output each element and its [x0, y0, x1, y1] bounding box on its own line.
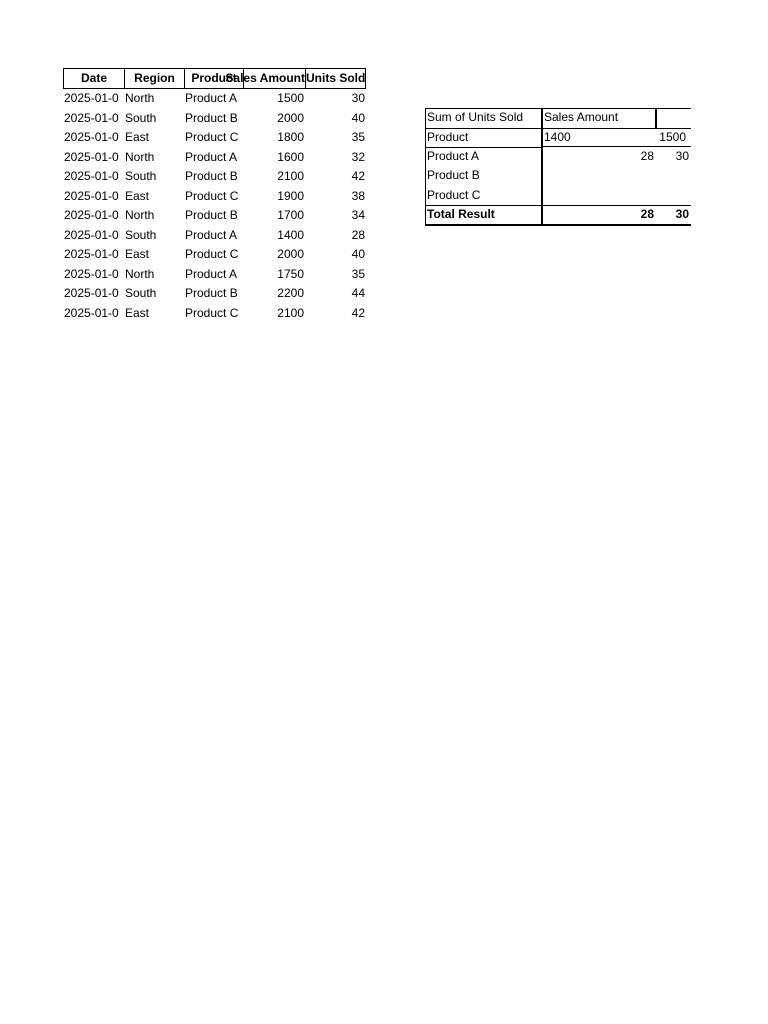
cell-product[interactable]: Product A — [185, 266, 238, 281]
cell-sales-amount[interactable]: 1500 — [277, 91, 304, 105]
cell-product[interactable]: Product B — [185, 208, 238, 222]
pivot-value-cell[interactable] — [657, 186, 690, 205]
cell-date[interactable]: 2025-01-0 — [64, 247, 119, 261]
pivot-row-label[interactable]: Product B — [427, 168, 480, 183]
header-units-sold[interactable]: Units Sold — [305, 68, 366, 89]
cell-units-sold[interactable]: 30 — [351, 91, 365, 105]
cell-units-sold[interactable]: 40 — [351, 110, 365, 125]
cell-sales-amount[interactable]: 1600 — [277, 149, 304, 164]
cell-sales-amount[interactable]: 1700 — [277, 208, 304, 222]
cell-date[interactable]: 2025-01-0 — [64, 208, 119, 222]
cell-units-sold[interactable]: 35 — [351, 266, 365, 281]
cell-units-sold[interactable]: 42 — [351, 305, 365, 320]
header-region[interactable]: Region — [124, 68, 185, 89]
cell-units-sold[interactable]: 28 — [351, 227, 365, 242]
cell-region[interactable]: South — [125, 169, 157, 183]
header-sales-amount[interactable]: Sales Amount — [243, 68, 306, 89]
cell-units-sold[interactable]: 34 — [351, 208, 365, 222]
pivot-row-field[interactable]: Product — [427, 130, 469, 144]
cell-region[interactable]: South — [125, 227, 157, 242]
cell-date[interactable]: 2025-01-0 — [64, 305, 119, 320]
pivot-value-cell[interactable] — [543, 186, 656, 205]
cell-sales-amount[interactable]: 2200 — [277, 286, 304, 300]
cell-region[interactable]: South — [125, 286, 157, 300]
cell-sales-amount[interactable]: 1400 — [277, 227, 304, 242]
pivot-value-cell[interactable]: 28 — [640, 149, 654, 163]
cell-product[interactable]: Product B — [185, 169, 238, 183]
cell-date[interactable]: 2025-01-0 — [64, 286, 119, 300]
header-date[interactable]: Date — [63, 68, 125, 89]
cell-date[interactable]: 2025-01-0 — [64, 149, 119, 164]
cell-sales-amount[interactable]: 2100 — [277, 169, 304, 183]
cell-product[interactable]: Product A — [185, 149, 238, 164]
pivot-column-value-1400[interactable]: 1400 — [544, 130, 571, 144]
cell-units-sold[interactable]: 38 — [351, 188, 365, 203]
cell-region[interactable]: North — [125, 266, 155, 281]
cell-date[interactable]: 2025-01-0 — [64, 169, 119, 183]
cell-date[interactable]: 2025-01-0 — [64, 188, 119, 203]
cell-units-sold[interactable]: 42 — [351, 169, 365, 183]
pivot-total-label[interactable]: Total Result — [427, 207, 495, 221]
cell-units-sold[interactable]: 44 — [351, 286, 365, 300]
cell-region[interactable]: North — [125, 91, 155, 105]
cell-product[interactable]: Product C — [185, 247, 239, 261]
pivot-column-value-1500[interactable]: 1500 — [659, 130, 686, 144]
cell-date[interactable]: 2025-01-0 — [64, 91, 119, 105]
pivot-corner-label[interactable]: Sum of Units Sold — [427, 110, 524, 124]
pivot-total-value[interactable]: 28 — [640, 207, 654, 221]
cell-region[interactable]: East — [125, 130, 150, 144]
pivot-row-label[interactable]: Product A — [427, 149, 480, 163]
pivot-row-label[interactable]: Product C — [427, 187, 481, 202]
cell-region[interactable]: East — [125, 188, 150, 203]
cell-date[interactable]: 2025-01-0 — [64, 110, 119, 125]
cell-date[interactable]: 2025-01-0 — [64, 227, 119, 242]
cell-region[interactable]: North — [125, 208, 155, 222]
pivot-value-cell[interactable] — [657, 166, 690, 185]
cell-sales-amount[interactable]: 1750 — [277, 266, 304, 281]
pivot-total-value[interactable]: 30 — [675, 207, 689, 221]
cell-region[interactable]: East — [125, 305, 150, 320]
cell-product[interactable]: Product B — [185, 110, 238, 125]
pivot-column-field[interactable]: Sales Amount — [544, 110, 619, 124]
cell-sales-amount[interactable]: 1900 — [277, 188, 304, 203]
header-product[interactable]: Product — [184, 68, 244, 89]
cell-date[interactable]: 2025-01-0 — [64, 266, 119, 281]
cell-region[interactable]: South — [125, 110, 157, 125]
cell-sales-amount[interactable]: 1800 — [277, 130, 304, 144]
cell-region[interactable]: East — [125, 247, 150, 261]
cell-product[interactable]: Product A — [185, 227, 238, 242]
cell-product[interactable]: Product C — [185, 188, 239, 203]
cell-date[interactable]: 2025-01-0 — [64, 130, 119, 144]
pivot-value-cell[interactable]: 30 — [675, 149, 689, 163]
cell-product[interactable]: Product C — [185, 305, 239, 320]
cell-product[interactable]: Product C — [185, 130, 239, 144]
cell-sales-amount[interactable]: 2000 — [277, 247, 304, 261]
cell-product[interactable]: Product A — [185, 91, 238, 105]
cell-units-sold[interactable]: 40 — [351, 247, 365, 261]
cell-sales-amount[interactable]: 2100 — [277, 305, 304, 320]
cell-units-sold[interactable]: 32 — [351, 149, 365, 164]
cell-units-sold[interactable]: 35 — [351, 130, 365, 144]
cell-product[interactable]: Product B — [185, 286, 238, 300]
pivot-value-cell[interactable] — [543, 166, 656, 185]
cell-sales-amount[interactable]: 2000 — [277, 110, 304, 125]
cell-region[interactable]: North — [125, 149, 155, 164]
